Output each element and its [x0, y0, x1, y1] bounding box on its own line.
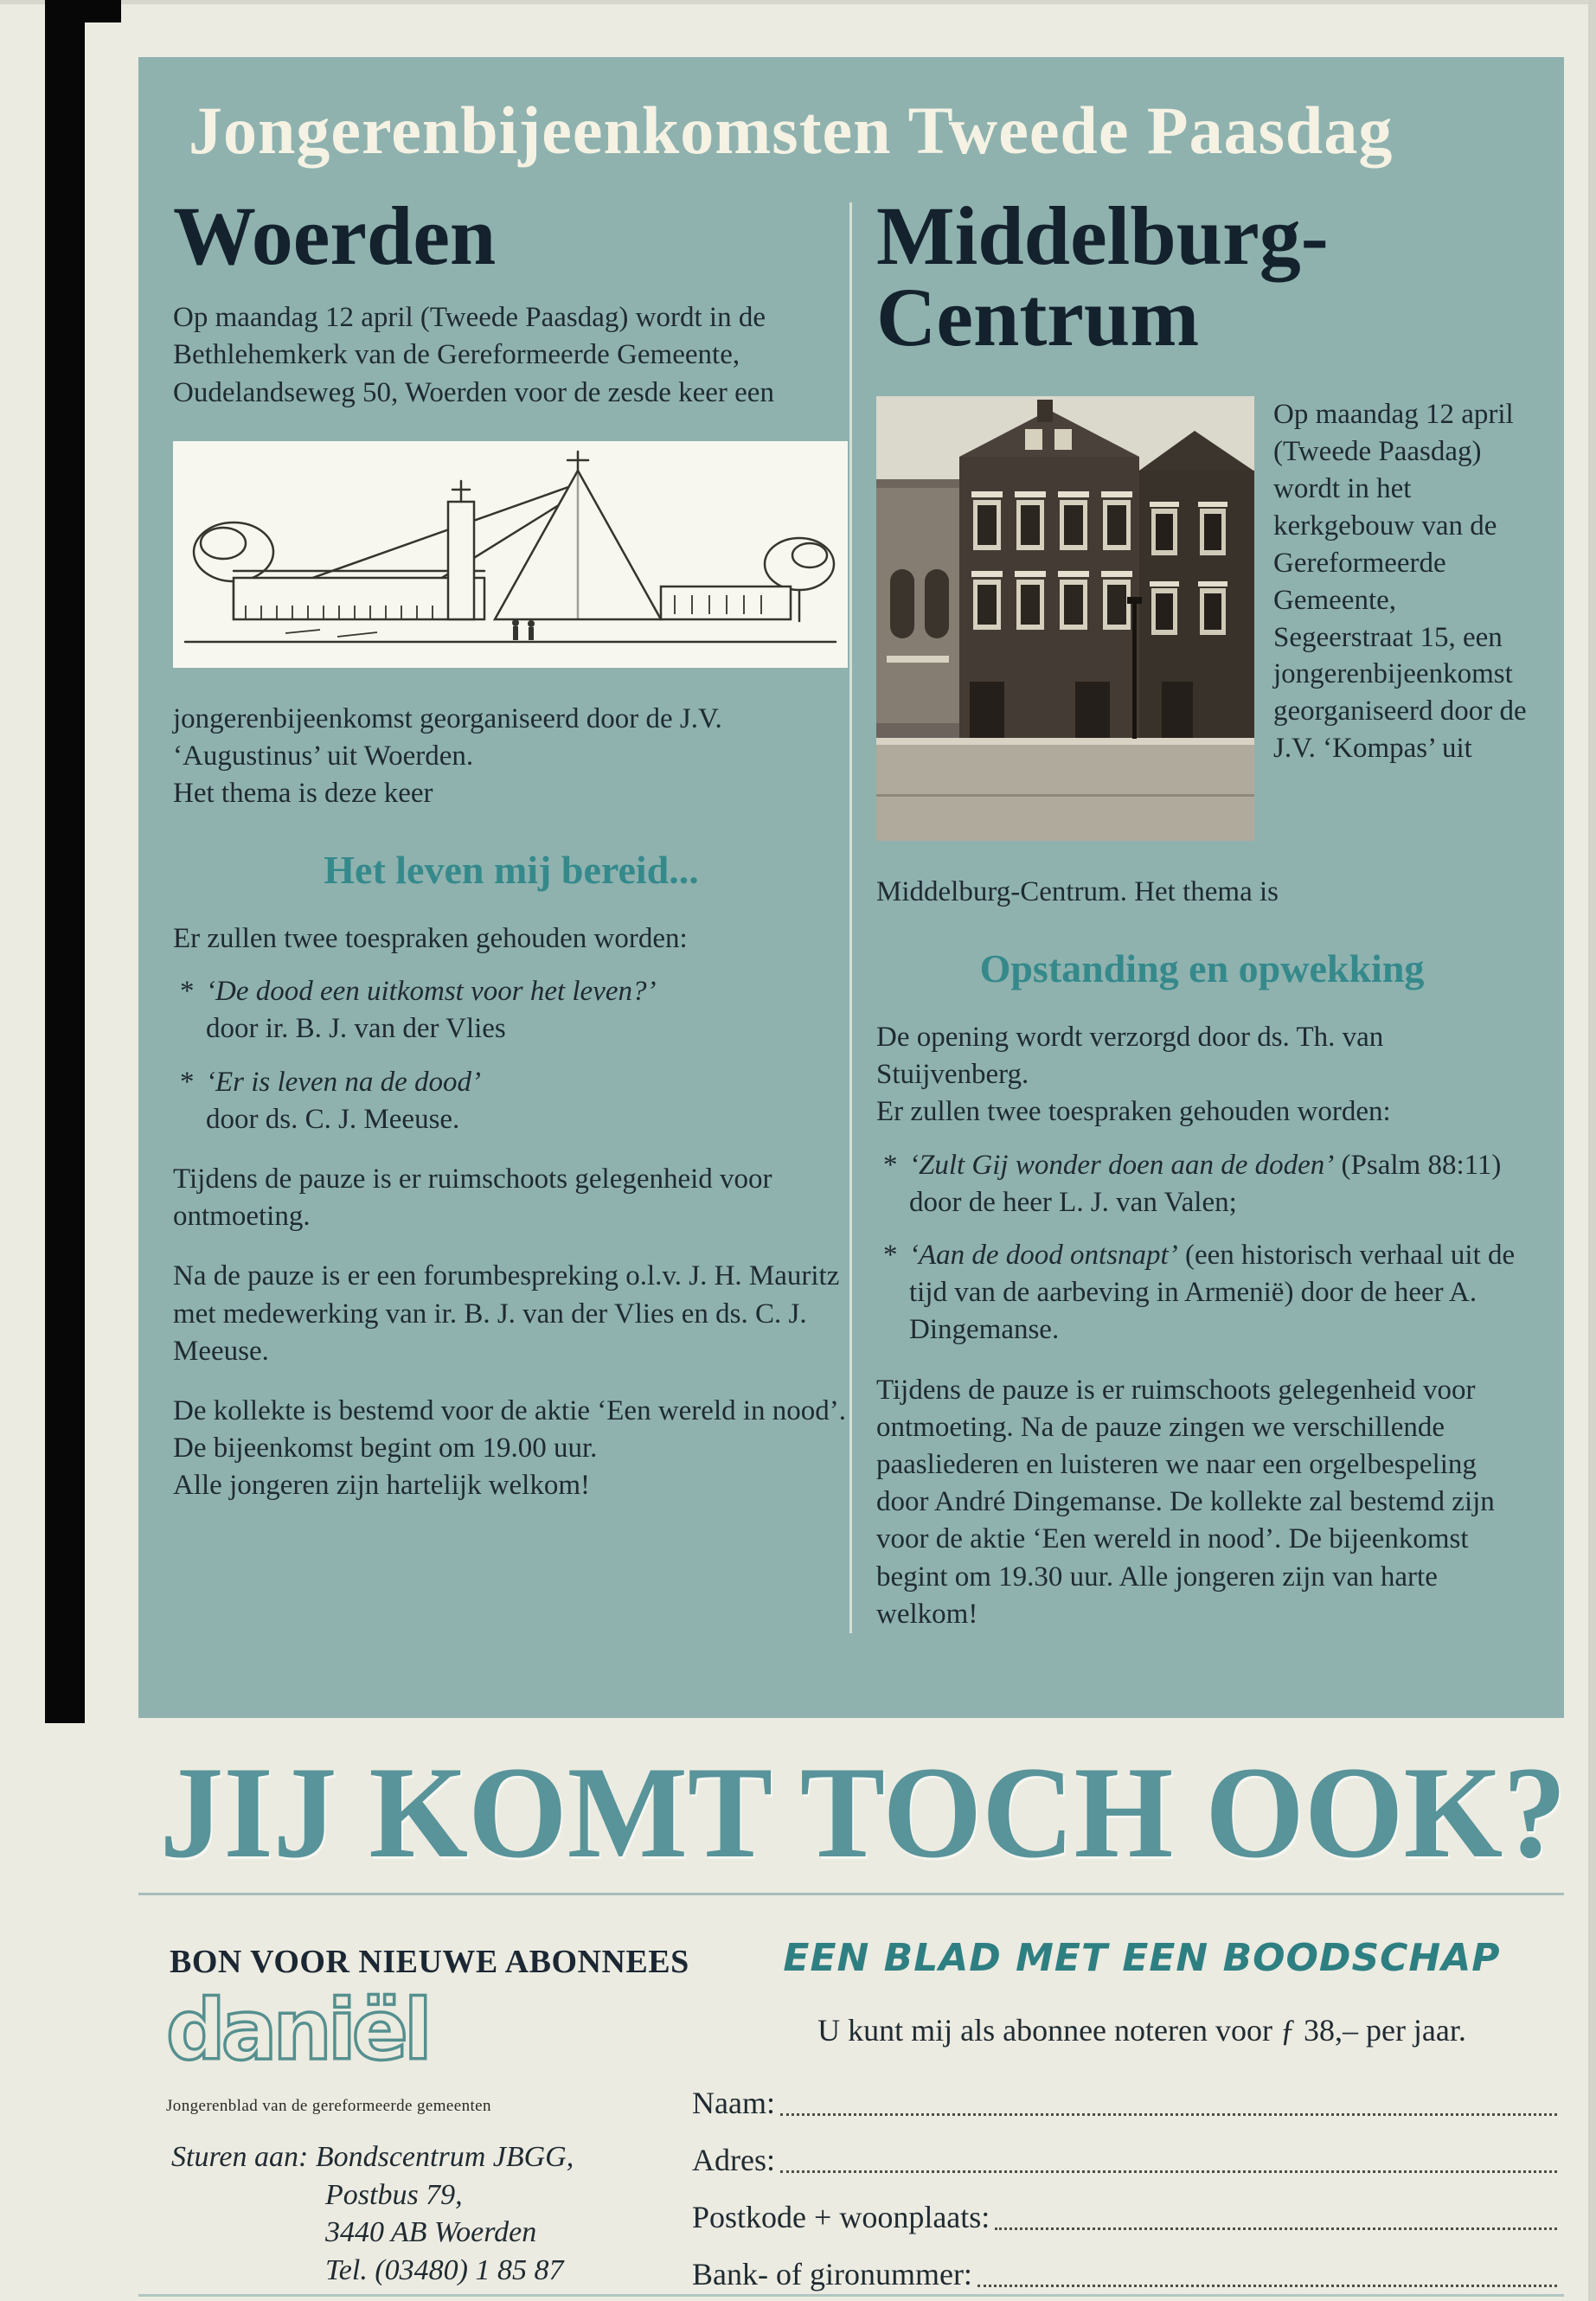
daniel-logo — [163, 1979, 431, 2091]
middelburg-intro-below-photo: Middelburg-Centrum. Het thema is — [876, 876, 1279, 908]
woerden-forum: Na de pauze is er een forumbespreking o.l.v. J. H. Mauritz met medewerking van ir. B. J. van der Vlies en ds. C. J. Meeuse. — [173, 1260, 840, 1367]
bullet-marker: * — [883, 1149, 898, 1181]
bank-input-line[interactable] — [977, 2259, 1557, 2287]
send-to-line: Tel. (03480) 1 85 87 — [325, 2253, 564, 2286]
woerden-after-image — [173, 701, 849, 813]
speech-speaker: door ir. B. J. van der Vlies — [206, 1013, 506, 1045]
woerden-title: Woerden — [173, 189, 497, 282]
speech-speaker: door ds. C. J. Meeuse. — [206, 1103, 460, 1135]
coupon-bottom-rule — [138, 2294, 1564, 2297]
scan-black-bar — [45, 0, 85, 1723]
list-item — [173, 1064, 849, 1138]
field-naam — [692, 2085, 1557, 2121]
speech-title: ‘Aan de dood ontsnapt’ — [909, 1239, 1178, 1271]
coupon-fields — [692, 2085, 1557, 2292]
middelburg-theme-heading: Opstanding en opwekking — [979, 945, 1425, 990]
woerden-section — [173, 189, 849, 1633]
field-adres — [692, 2142, 1557, 2178]
middelburg-closing: Tijdens de pauze is er ruimschoots gelegenheid voor ontmoeting. Na de pauze zingen we verschillende paasliederen en luisteren we naar een orgelbespeling door André Dingemanse. De kollekte zal bestemd zijn voor de aktie ‘Een wereld in nood’. De bijeenkomst begint om 19.30 uur. Alle jongeren zijn van harte welkom! — [876, 1374, 1495, 1630]
daniel-logo-text: daniël — [166, 1982, 428, 2079]
woerden-intro: Op maandag 12 april (Tweede Paasdag) wordt in de Bethlehemkerk van de Gereformeerde Gemeente, Oudelandseweg 50, Woerden voor de zesde keer een — [173, 302, 774, 408]
woerden-speech-list — [173, 973, 849, 1138]
street-photo — [876, 396, 1254, 851]
send-to-line: 3440 AB Woerden — [325, 2216, 537, 2249]
woerden-collection: De kollekte is bestemd voor de aktie ‘Een wereld in nood’. De bijeenkomst begint om 19.00 uur. — [173, 1395, 847, 1465]
middelburg-opening: De opening wordt verzorgd door ds. Th. van Stuijvenberg. — [876, 1021, 1384, 1091]
field-label-adres: Adres: — [692, 2143, 775, 2177]
speech-title: ‘Zult Gij wonder doen aan de doden’ — [909, 1149, 1335, 1181]
woerden-speeches-intro: Er zullen twee toespraken gehouden worden: — [173, 922, 688, 954]
list-item — [173, 973, 849, 1048]
middelburg-title-line2: Centrum — [876, 271, 1200, 364]
field-postkode — [692, 2199, 1557, 2235]
page-title: Jongerenbijeenkomsten Tweede Paasdag — [189, 93, 1394, 168]
send-to-org: Bondscentrum JBGG, — [315, 2141, 574, 2173]
logo-subtitle: Jongerenblad van de gereformeerde gemeenten — [166, 2097, 491, 2115]
scan-edge-top — [0, 0, 1596, 4]
send-to-line: Postbus 79, — [325, 2178, 463, 2211]
postkode-input-line[interactable] — [995, 2202, 1557, 2230]
speech-title: ‘Er is leven na de dood’ — [206, 1066, 481, 1098]
subscription-coupon — [138, 1931, 1564, 2301]
send-to-address — [171, 2138, 574, 2289]
daniel-logo-svg — [163, 1979, 431, 2086]
scan-black-notch — [45, 0, 121, 22]
announcement-panel — [138, 57, 1564, 1718]
church-drawing-svg — [173, 441, 848, 668]
big-slogan: JIJ KOMT TOCH OOK? — [159, 1740, 1567, 1885]
woerden-organised-by: jongerenbijeenkomst georganiseerd door de J.V. ‘Augustinus’ uit Woerden. — [173, 702, 722, 772]
street-photo-svg — [876, 396, 1254, 841]
woerden-pause: Tijdens de pauze is er ruimschoots gelegenheid voor ontmoeting. — [173, 1163, 772, 1233]
magazine-slogan: EEN BLAD MET EEN BOODSCHAP — [783, 1936, 1501, 1980]
middelburg-section — [852, 189, 1528, 1633]
middelburg-intro-beside-photo: Op maandag 12 april (Tweede Paasdag) wordt in het kerkgebouw van de Gereformeerde Gemeente, Segeerstraat 15, een jongerenbijeenkomst georganiseerd door de J.V. ‘Kompas’ uit — [1273, 399, 1527, 765]
column-divider — [849, 202, 852, 1633]
send-to-line — [171, 2138, 574, 2176]
adres-input-line[interactable] — [780, 2144, 1557, 2173]
field-bank — [692, 2256, 1557, 2292]
speech-detail: (Psalm 88:11) door de heer L. J. van Valen; — [909, 1149, 1502, 1218]
list-item — [876, 1237, 1528, 1349]
bullet-marker: * — [180, 1066, 195, 1098]
woerden-theme-lead: Het thema is deze keer — [173, 778, 433, 810]
church-drawing — [173, 441, 849, 678]
middelburg-photo-row — [876, 396, 1528, 851]
subscribe-note: U kunt mij als abonnee noteren voor ƒ 38,– per jaar. — [817, 2013, 1466, 2048]
middelburg-speeches-intro: Er zullen twee toespraken gehouden worden: — [876, 1096, 1391, 1128]
coupon-title: BON VOOR NIEUWE ABONNEES — [170, 1944, 689, 1980]
send-to-label: Sturen aan: — [171, 2141, 309, 2173]
two-column-layout — [173, 189, 1528, 1633]
field-label-postkode: Postkode + woonplaats: — [692, 2200, 990, 2234]
speech-detail: (een historisch verhaal uit de tijd van de aarbeving in Armenië) door de heer A. Dingemanse. — [909, 1239, 1516, 1346]
middelburg-title — [876, 189, 1528, 364]
field-label-bank: Bank- of gironummer: — [692, 2257, 972, 2291]
woerden-theme-heading: Het leven mij bereid... — [324, 847, 699, 892]
middelburg-speech-list — [876, 1147, 1528, 1349]
speech-title: ‘De dood een uitkomst voor het leven?’ — [206, 976, 657, 1008]
bullet-marker: * — [180, 976, 195, 1008]
scan-edge-right — [1588, 0, 1596, 2301]
middelburg-title-line1: Middelburg- — [876, 189, 1329, 282]
naam-input-line[interactable] — [780, 2087, 1557, 2116]
bullet-marker: * — [883, 1239, 898, 1271]
list-item — [876, 1147, 1528, 1221]
panel-bottom-rule — [138, 1893, 1564, 1895]
woerden-welcome: Alle jongeren zijn hartelijk welkom! — [173, 1470, 591, 1502]
field-label-naam: Naam: — [692, 2086, 775, 2120]
